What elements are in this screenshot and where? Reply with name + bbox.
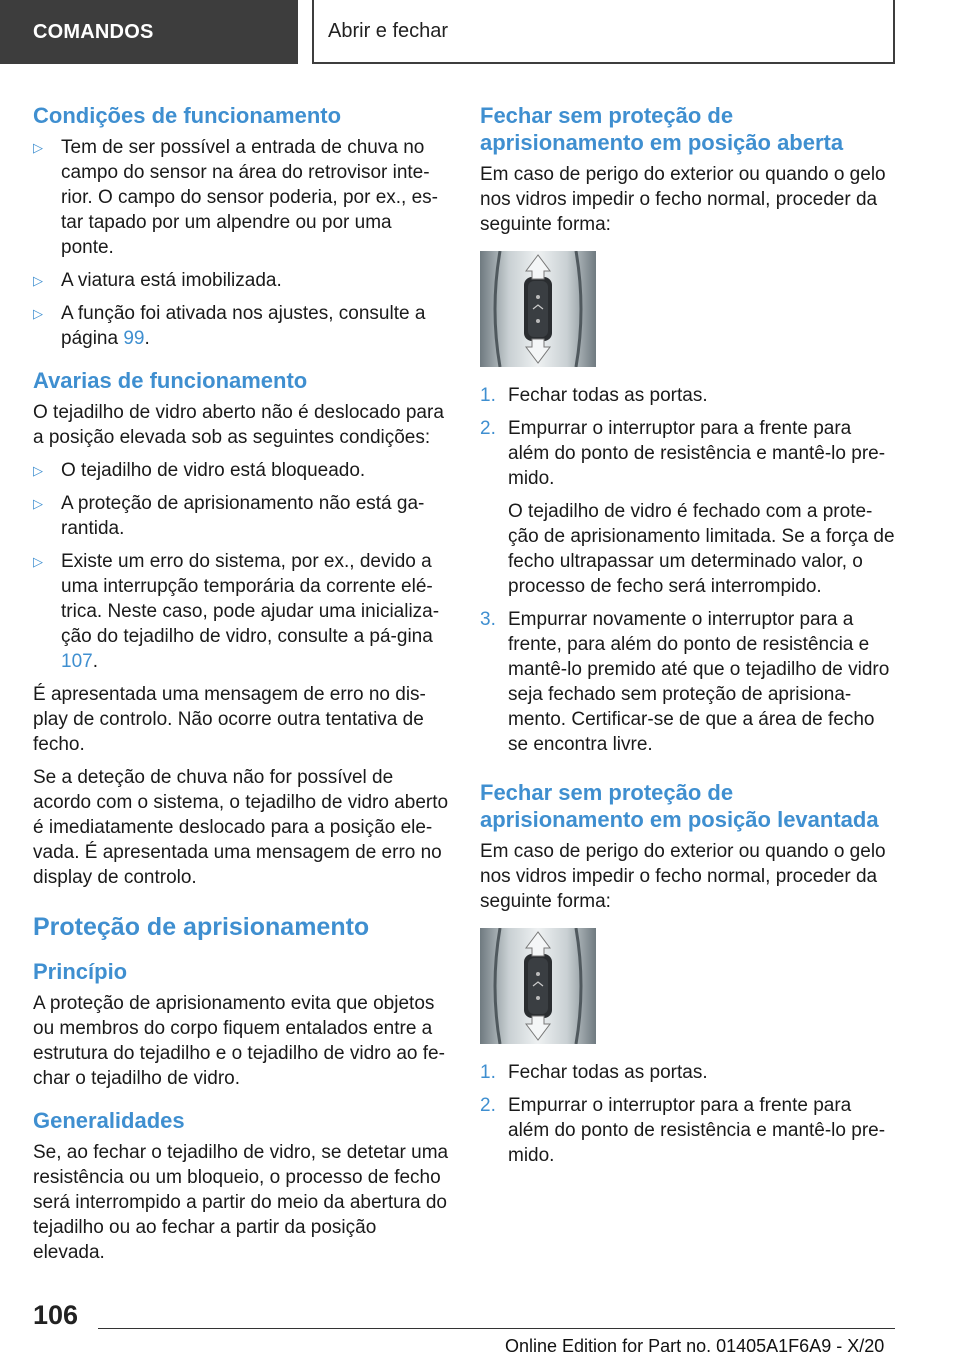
triangle-bullet-icon: ▷ [33,306,43,321]
heading-pinch-protection: Proteção de aprisionamento [33,913,370,941]
footer-divider [98,1328,895,1329]
heading-close-raised-position: Fechar sem proteção de aprisionamento em posição levantada [480,780,879,832]
list-item: ▷ A proteção de aprisionamento não está ga-rantida. [33,493,425,539]
heading-principle: Princípio [33,959,128,984]
triangle-bullet-icon: ▷ [33,463,43,478]
triangle-bullet-icon: ▷ [33,554,43,569]
malfunctions-list [33,458,449,674]
list-item: 2. Empurrar o interruptor para a frente para além do ponto de resistência e mantê-lo pre-mido. [480,1095,886,1166]
malfunctions-paragraph-2: Se a deteção de chuva não for possível de acordo com o sistema, o tejadilho de vidro aberto é imediatamente deslocado para a posição ele-vada. É apresentada uma mensagem de erro no display de controlo. [33,767,449,888]
section-tab: COMANDOS [0,0,298,64]
triangle-bullet-icon: ▷ [33,273,43,288]
list-item: 1. Fechar todas as portas. [480,1062,708,1083]
left-column [33,100,449,1273]
page-link-99[interactable]: 99 [123,328,145,349]
list-item: 1. Fechar todas as portas. [480,385,708,406]
conditions-list [33,135,449,351]
list-item: 3. Empurrar novamente o interruptor para a frente, para além do ponto de resistência e mantê-lo premido até que o tejadilho de vidro seja fechado sem proteção de aprisiona-mento. Certificar-se de que a área de fecho se encontra livre. [480,609,890,755]
heading-malfunctions: Avarias de funcionamento [33,368,308,393]
edition-note: Online Edition for Part no. 01405A1F6A9 - X/20 [505,1336,885,1356]
triangle-bullet-icon: ▷ [33,140,43,155]
roof-switch-illustration [480,928,596,1044]
malfunctions-paragraph-1: É apresentada uma mensagem de erro no dis-play de controlo. Não ocorre outra tentativa de fecho. [33,684,426,755]
general-text: Se, ao fechar o tejadilho de vidro, se detetar uma resistência ou um bloqueio, o processo de fecho será interrompido a partir do meio da abertura do tejadilho ou ao fechar a partir da posição elevada. [33,1142,449,1263]
page-number: 106 [33,1300,79,1330]
list-item: ▷ Tem de ser possível a entrada de chuva no campo do sensor na área do retrovisor inte-rior. O campo do sensor poderia, por ex., es-tar tapado por um alpendre ou por uma ponte. [33,137,439,258]
malfunctions-intro: O tejadilho de vidro aberto não é deslocado para a posição elevada sob as seguintes condições: [33,402,444,448]
open-position-steps [480,383,896,757]
page-link-107[interactable]: 107 [61,651,93,672]
heading-close-open-position: Fechar sem proteção de aprisionamento em posição aberta [480,103,844,155]
page-header [0,0,960,66]
list-item: ▷ O tejadilho de vidro está bloqueado. [33,460,366,481]
list-item: ▷ A viatura está imobilizada. [33,270,282,291]
right-column [480,100,896,1176]
list-item: ▷ A função foi ativada nos ajustes, consulte a página 99. [33,303,426,349]
raised-position-intro: Em caso de perigo do exterior ou quando o gelo nos vidros impedir o fecho normal, proceder da seguinte forma: [480,841,886,912]
chapter-title: Abrir e fechar [312,0,895,64]
open-position-intro: Em caso de perigo do exterior ou quando o gelo nos vidros impedir o fecho normal, proceder da seguinte forma: [480,164,886,235]
roof-switch-illustration [480,251,596,367]
heading-conditions: Condições de funcionamento [33,103,342,128]
principle-text: A proteção de aprisionamento evita que objetos ou membros do corpo fiquem entalados entre a estrutura do tejadilho e o tejadilho de vidro ao fe-char o tejadilho de vidro. [33,993,445,1089]
heading-general: Generalidades [33,1108,185,1133]
list-item: ▷ Existe um erro do sistema, por ex., devido a uma interrupção temporária da corrente elé-trica. Neste caso, pode ajudar uma inicializa-ção do tejadilho de vidro, consulte a pá-gina 107. [33,551,440,672]
list-item: 2. Empurrar o interruptor para a frente para além do ponto de resistência e mantê-lo pre-mido. O tejadilho de vidro é fechado com a prote-ção de aprisionamento limitada. Se a força de fecho ultrapassar um determinado valor, o processo de fecho será interrompido. [480,418,895,597]
raised-position-steps [480,1060,896,1168]
triangle-bullet-icon: ▷ [33,496,43,511]
